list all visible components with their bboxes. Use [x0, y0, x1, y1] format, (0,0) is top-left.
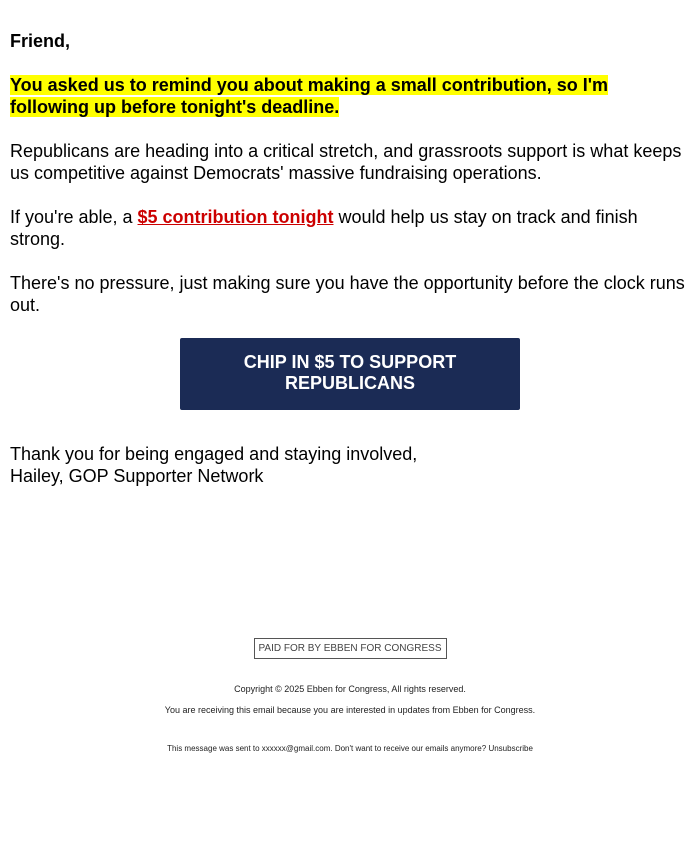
unsubscribe-link[interactable]: Unsubscribe	[488, 744, 533, 753]
highlighted-reminder: You asked us to remind you about making a small contribution, so I'm following up before tonight's deadline.	[10, 75, 609, 117]
signoff	[10, 443, 690, 487]
sent-to-text: This message was sent to xxxxxx@gmail.com. Don't want to receive our emails anymore?	[167, 744, 487, 753]
signoff-thanks: Thank you for being engaged and staying involved,	[10, 444, 418, 464]
email-footer	[0, 638, 700, 754]
chip-in-button[interactable]: CHIP IN $5 TO SUPPORT REPUBLICANS	[180, 338, 520, 410]
cta-container	[10, 338, 690, 410]
paid-for-disclaimer: PAID FOR BY EBBEN FOR CONGRESS	[254, 638, 447, 659]
grassroots-paragraph: Republicans are heading into a critical stretch, and grassroots support is what keeps us competitive against Democrats' massive fundraising operations.	[10, 141, 682, 183]
sent-to-line	[0, 743, 700, 754]
reminder-paragraph	[10, 74, 690, 118]
contribution-text-after: would help us stay on track and finish strong.	[10, 207, 638, 249]
contribution-text-before: If you're able, a	[10, 207, 138, 227]
greeting: Friend,	[10, 31, 71, 51]
contribution-link[interactable]: $5 contribution tonight	[137, 207, 334, 227]
signoff-signature: Hailey, GOP Supporter Network	[10, 466, 264, 486]
subscription-reason: You are receiving this email because you are interested in updates from Ebben for Congress.	[164, 705, 536, 715]
copyright-notice: Copyright © 2025 Ebben for Congress, All rights reserved.	[234, 684, 466, 694]
contribution-paragraph	[10, 206, 690, 250]
email-body	[10, 30, 690, 487]
no-pressure-paragraph: There's no pressure, just making sure you have the opportunity before the clock runs out.	[10, 273, 685, 315]
